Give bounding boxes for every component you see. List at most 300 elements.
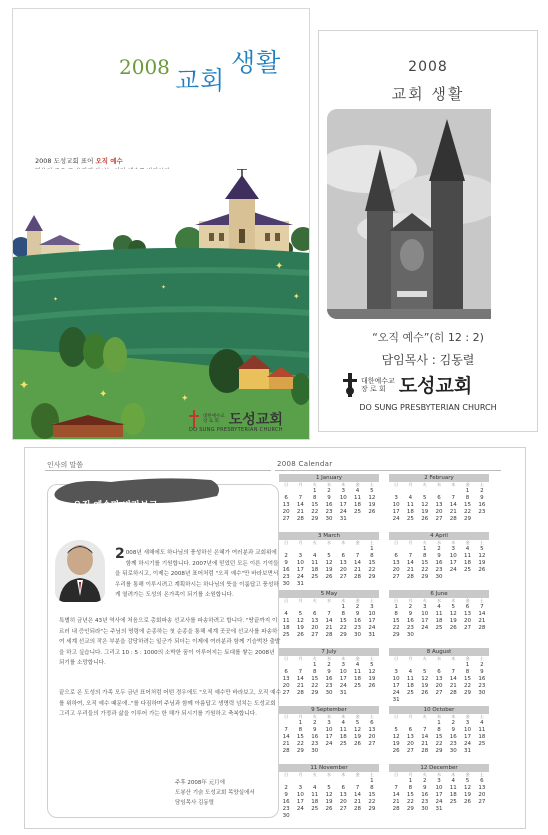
day-cell: 2 (284, 553, 288, 559)
week-row (279, 741, 379, 748)
day-cell: 7 (284, 727, 288, 733)
weekday-label: 水 (436, 598, 442, 603)
day-cell (389, 720, 403, 727)
day-cell: 26 (325, 574, 333, 580)
day-cell: 31 (464, 748, 472, 754)
day-cell: 17 (368, 618, 376, 624)
day-cell: 16 (421, 792, 429, 798)
weekday-label: 土 (479, 540, 484, 545)
month-calendar (389, 706, 489, 758)
day-cell: 1 (408, 778, 413, 784)
day-cell: 30 (282, 813, 290, 819)
day-cell: 31 (339, 690, 347, 696)
front-cover-logo-english: DO SUNG PRESBYTERIAN CHURCH (189, 427, 283, 433)
day-cell: 8 (298, 727, 303, 733)
day-cell: 8 (312, 495, 317, 501)
day-cell: 26 (449, 625, 457, 631)
day-cell: 30 (435, 574, 443, 580)
weekday-label: 土 (479, 772, 484, 777)
month-name: 10 October (389, 706, 489, 714)
greeting-heading: 오직 예수만 바라보고 (73, 501, 158, 511)
day-cell (336, 813, 350, 820)
day-cell: 18 (311, 799, 319, 805)
week-row (279, 734, 379, 741)
day-cell: 29 (296, 748, 304, 754)
month-name: 7 July (279, 648, 379, 656)
day-cell: 11 (339, 727, 347, 733)
day-cell: 16 (282, 567, 290, 573)
day-cell: 27 (435, 690, 443, 696)
day-cell: 23 (282, 806, 290, 812)
day-cell: 7 (327, 611, 331, 617)
day-cell: 21 (296, 509, 304, 515)
week-row (279, 676, 379, 683)
month-name: 8 August (389, 648, 489, 656)
weekday-label: 土 (479, 482, 484, 487)
week-row (389, 516, 489, 523)
day-cell: 8 (370, 553, 374, 559)
weekday-label: 木 (341, 598, 346, 603)
day-cell: 28 (282, 748, 290, 754)
day-cell: 11 (406, 502, 414, 508)
day-cell: 12 (478, 553, 486, 559)
day-cell: 25 (406, 516, 414, 522)
week-row (279, 785, 379, 792)
day-cell: 3 (341, 662, 346, 668)
week-row (279, 690, 379, 697)
day-cell (322, 604, 336, 611)
day-cell: 10 (339, 669, 347, 675)
day-cell: 10 (421, 611, 429, 617)
day-cell (418, 488, 432, 495)
verse-heading-prefix: 2008 도성교회 표어 (35, 157, 94, 165)
day-cell: 7 (298, 495, 303, 501)
day-cell: 7 (394, 785, 398, 791)
day-cell (389, 778, 403, 785)
svg-text:✦: ✦ (19, 378, 30, 392)
day-cell: 27 (282, 516, 290, 522)
day-cell: 15 (435, 734, 443, 740)
week-row (389, 553, 489, 560)
day-cell (365, 690, 379, 697)
day-cell: 27 (478, 799, 486, 805)
day-cell: 20 (282, 509, 290, 515)
day-cell (293, 604, 307, 611)
weekday-label: 金 (465, 598, 470, 603)
day-cell (293, 778, 307, 785)
day-cell: 17 (339, 502, 347, 508)
back-cover-year: 2008 (408, 59, 448, 75)
week-row (389, 799, 489, 806)
greeting-signature (175, 778, 255, 808)
day-cell: 15 (311, 676, 319, 682)
day-cell: 24 (464, 741, 472, 747)
day-cell: 3 (437, 778, 441, 784)
week-row (279, 669, 379, 676)
day-cell (308, 604, 322, 611)
day-cell: 4 (312, 553, 317, 559)
day-cell (350, 581, 364, 588)
day-cell (446, 806, 460, 813)
weekday-label: 木 (341, 772, 346, 777)
day-cell: 29 (339, 632, 347, 638)
day-cell: 21 (406, 567, 414, 573)
verse-heading-highlight: 오직 예수 (95, 157, 123, 165)
day-cell: 3 (451, 546, 456, 552)
day-cell: 23 (282, 574, 290, 580)
day-cell (322, 813, 336, 820)
day-cell: 11 (354, 669, 362, 675)
day-cell: 10 (296, 792, 304, 798)
day-cell: 14 (296, 676, 304, 682)
day-cell: 17 (392, 509, 400, 515)
greeting-section-label: 인사의 말씀 (47, 461, 84, 469)
weekday-label: 火 (312, 772, 317, 777)
day-cell (446, 697, 460, 704)
day-cell: 18 (435, 618, 443, 624)
weekday-label: 月 (298, 540, 303, 545)
day-cell: 1 (422, 546, 427, 552)
front-cover-logo-small (203, 414, 225, 424)
day-cell: 23 (435, 567, 443, 573)
weekday-label: 水 (436, 540, 442, 545)
day-cell: 5 (370, 662, 374, 668)
day-cell: 29 (311, 516, 319, 522)
day-cell: 23 (449, 741, 457, 747)
day-cell: 21 (421, 741, 429, 747)
weekday-label: 木 (341, 714, 346, 719)
day-cell: 26 (478, 567, 486, 573)
day-cell: 30 (311, 748, 319, 754)
day-cell (322, 748, 336, 755)
day-cell: 20 (406, 741, 414, 747)
day-cell: 8 (341, 611, 346, 617)
month-calendar (279, 532, 379, 587)
day-cell: 5 (327, 553, 331, 559)
weekday-label: 火 (422, 482, 427, 487)
day-cell: 14 (282, 734, 290, 740)
weekday-label: 水 (436, 772, 442, 777)
verse-heading (35, 157, 245, 166)
day-cell: 28 (296, 516, 304, 522)
day-cell: 27 (368, 741, 376, 747)
day-cell: 24 (296, 806, 304, 812)
day-cell: 19 (392, 741, 400, 747)
day-cell: 23 (354, 625, 362, 631)
day-cell: 2 (408, 604, 413, 610)
day-cell: 1 (465, 662, 470, 668)
day-cell: 14 (296, 502, 304, 508)
day-cell: 27 (311, 632, 319, 638)
day-cell: 3 (298, 553, 303, 559)
day-cell: 30 (421, 806, 429, 812)
greeting-paragraph-text: 008년 새해에도 하나님의 풍성하신 은혜가 여러분과 교회위에 함께 하시기를 기원합니다. 2007년에 믿었던 모든 이른 기억들을 뒤로하시고, 이제는 2008년 표어처럼 "오직 예수"만 바라보면서 우리를 통해 이루시려고 계획하시는 하나님의 뜻을 이룸답고 풍성하게 열려가는 도성의 온가족이 되기를 소원합니다. (115, 550, 279, 598)
day-cell: 5 (298, 611, 303, 617)
day-cell: 5 (480, 546, 484, 552)
day-cell: 8 (312, 669, 317, 675)
day-cell: 20 (339, 799, 347, 805)
svg-text:✦: ✦ (53, 296, 59, 303)
day-cell: 18 (339, 734, 347, 740)
day-cell: 20 (311, 625, 319, 631)
day-cell: 9 (480, 495, 484, 501)
day-cell: 13 (339, 792, 347, 798)
weekday-label: 金 (465, 772, 470, 777)
greeting-paragraph: 끝으로 온 도성의 가족 모두 금년 표어처럼 어떤 경우에도 "오직 예수만 바라보고, 오직 예수를 위하여, 오직 예수 때문에.."를 다짐하며 주님과 함께 아름답고 생명력 넘치는 도성교회 그리고 우리들의 가정과 삶을 이루어 가는 한 해가 되시기를 기원하고 축복합니다. (59, 690, 281, 717)
day-cell: 11 (478, 727, 486, 733)
day-cell: 26 (368, 509, 376, 515)
week-row (279, 567, 379, 574)
weekday-label: 日 (284, 598, 289, 603)
day-cell: 4 (451, 778, 456, 784)
day-cell: 10 (449, 553, 457, 559)
day-cell: 20 (464, 618, 472, 624)
day-cell (279, 720, 293, 727)
day-cell: 4 (480, 720, 484, 726)
day-cell: 25 (354, 509, 362, 515)
day-cell (475, 806, 489, 813)
cross-logo-icon (189, 410, 199, 428)
week-row (279, 806, 379, 813)
week-row (389, 632, 489, 639)
week-row (389, 604, 489, 611)
day-cell: 8 (394, 611, 398, 617)
front-cover-church-logo (189, 409, 283, 429)
day-cell: 2 (327, 488, 331, 494)
day-cell: 7 (480, 604, 484, 610)
day-cell: 16 (435, 560, 443, 566)
week-row (389, 676, 489, 683)
day-cell: 15 (421, 560, 429, 566)
day-cell: 10 (392, 502, 400, 508)
month-name: 4 April (389, 532, 489, 540)
day-cell: 13 (339, 560, 347, 566)
day-cell: 4 (312, 785, 317, 791)
day-cell (293, 662, 307, 669)
back-cover-logo-english: DO SUNG PRESBYTERIAN CHURCH (359, 403, 497, 412)
day-cell: 20 (435, 509, 443, 515)
day-cell: 20 (435, 683, 443, 689)
week-row (279, 604, 379, 611)
day-cell: 23 (421, 799, 429, 805)
day-cell: 17 (392, 683, 400, 689)
day-cell: 9 (284, 560, 288, 566)
weekday-label: 火 (422, 598, 427, 603)
front-cover-logo-main: 도성교회 (228, 412, 283, 428)
weekday-label: 金 (465, 482, 470, 487)
month-calendar (279, 648, 379, 700)
day-cell: 14 (449, 676, 457, 682)
day-cell (322, 546, 336, 553)
week-row (279, 748, 379, 755)
day-cell: 2 (355, 604, 360, 610)
day-cell: 25 (435, 625, 443, 631)
weekday-label: 月 (298, 656, 303, 661)
day-cell (308, 546, 322, 553)
weekday-label: 金 (355, 772, 360, 777)
day-cell: 1 (394, 604, 398, 610)
day-cell (460, 806, 474, 813)
week-row (389, 734, 489, 741)
day-cell: 25 (311, 806, 319, 812)
month-name: 11 November (279, 764, 379, 772)
month-name: 2 February (389, 474, 489, 482)
day-cell: 8 (465, 669, 470, 675)
weekday-label: 金 (465, 714, 470, 719)
day-cell (446, 662, 460, 669)
day-cell: 16 (449, 734, 457, 740)
month-name: 9 September (279, 706, 379, 714)
svg-text:✦: ✦ (275, 261, 284, 272)
week-row (279, 502, 379, 509)
logo-small-line: 대한예수교 (361, 376, 395, 385)
day-cell: 24 (296, 574, 304, 580)
day-cell: 28 (392, 806, 400, 812)
day-cell: 13 (392, 560, 400, 566)
day-cell: 6 (465, 604, 470, 610)
day-cell: 28 (449, 690, 457, 696)
day-cell: 14 (392, 792, 400, 798)
day-cell: 27 (339, 574, 347, 580)
day-cell: 29 (464, 690, 472, 696)
day-cell: 20 (478, 792, 486, 798)
day-cell (293, 546, 307, 553)
weekday-label: 月 (408, 598, 413, 603)
week-row (389, 560, 489, 567)
day-cell: 5 (465, 778, 470, 784)
day-cell: 9 (437, 553, 441, 559)
day-cell (293, 813, 307, 820)
day-cell: 28 (449, 516, 457, 522)
day-cell: 12 (421, 502, 429, 508)
logo-small-line: 장 로 회 (361, 384, 386, 393)
week-row (279, 560, 379, 567)
weekday-label: 土 (369, 714, 374, 719)
day-cell: 8 (465, 495, 470, 501)
day-cell: 21 (449, 683, 457, 689)
day-cell: 19 (449, 618, 457, 624)
front-cover (12, 8, 310, 440)
day-cell: 25 (464, 567, 472, 573)
day-cell: 10 (368, 611, 376, 617)
svg-text:✦: ✦ (99, 389, 108, 400)
day-cell: 25 (311, 574, 319, 580)
day-cell: 27 (339, 806, 347, 812)
day-cell (475, 748, 489, 755)
weekday-label: 月 (408, 656, 413, 661)
day-cell (403, 662, 417, 669)
day-cell: 18 (464, 560, 472, 566)
day-cell (403, 720, 417, 727)
day-cell: 22 (296, 741, 304, 747)
day-cell: 13 (464, 611, 472, 617)
day-cell (308, 813, 322, 820)
day-cell: 16 (354, 618, 362, 624)
day-cell (403, 546, 417, 553)
day-cell: 3 (394, 669, 398, 675)
week-row (279, 546, 379, 553)
week-row (389, 727, 489, 734)
day-cell (350, 778, 364, 785)
day-cell: 13 (311, 618, 319, 624)
day-cell: 16 (282, 799, 290, 805)
day-cell: 3 (422, 604, 427, 610)
day-cell: 5 (355, 720, 360, 726)
day-cell: 24 (435, 799, 443, 805)
day-cell: 17 (296, 567, 304, 573)
day-cell: 19 (421, 683, 429, 689)
week-row (389, 567, 489, 574)
svg-text:✦: ✦ (293, 292, 300, 301)
day-cell: 28 (478, 625, 486, 631)
weekday-label: 金 (465, 540, 470, 545)
day-cell (336, 778, 350, 785)
day-cell: 8 (370, 785, 374, 791)
day-cell: 10 (325, 727, 333, 733)
logo-small-line: 장 로 회 (203, 419, 219, 424)
day-cell: 17 (464, 734, 472, 740)
day-cell: 19 (368, 676, 376, 682)
weekday-label: 日 (284, 714, 289, 719)
week-row (279, 662, 379, 669)
day-cell: 4 (355, 488, 360, 494)
day-cell: 16 (325, 502, 333, 508)
week-row (279, 618, 379, 625)
day-cell: 9 (312, 727, 317, 733)
weekday-label: 水 (436, 714, 442, 719)
day-cell (336, 581, 350, 588)
day-cell: 1 (341, 604, 346, 610)
day-cell: 22 (392, 625, 400, 631)
day-cell: 1 (370, 778, 374, 784)
day-cell (446, 574, 460, 581)
weekday-label: 火 (312, 656, 317, 661)
week-row (279, 553, 379, 560)
day-cell: 30 (325, 516, 333, 522)
day-cell: 26 (325, 806, 333, 812)
weekday-label: 火 (422, 540, 427, 545)
weekday-label: 金 (355, 714, 360, 719)
month-calendar (389, 764, 489, 816)
day-cell (279, 604, 293, 611)
day-cell: 24 (392, 690, 400, 696)
day-cell (350, 813, 364, 820)
day-cell: 23 (325, 509, 333, 515)
day-cell: 5 (422, 495, 427, 501)
day-cell (418, 697, 432, 704)
day-cell: 4 (437, 604, 441, 610)
day-cell (308, 581, 322, 588)
day-cell (418, 662, 432, 669)
day-cell: 1 (312, 488, 317, 494)
day-cell: 6 (341, 553, 346, 559)
day-cell: 19 (325, 567, 333, 573)
day-cell: 29 (435, 748, 443, 754)
week-row (279, 488, 379, 495)
weekday-label: 金 (355, 656, 360, 661)
day-cell: 17 (421, 618, 429, 624)
day-cell (279, 546, 293, 553)
weekday-label: 日 (284, 656, 289, 661)
day-cell: 5 (327, 785, 331, 791)
day-cell: 9 (408, 611, 413, 617)
day-cell: 4 (341, 720, 346, 726)
month-calendar (389, 648, 489, 703)
day-cell (365, 516, 379, 523)
day-cell: 7 (355, 553, 360, 559)
pastor-portrait (55, 540, 105, 602)
month-calendar (389, 590, 489, 642)
